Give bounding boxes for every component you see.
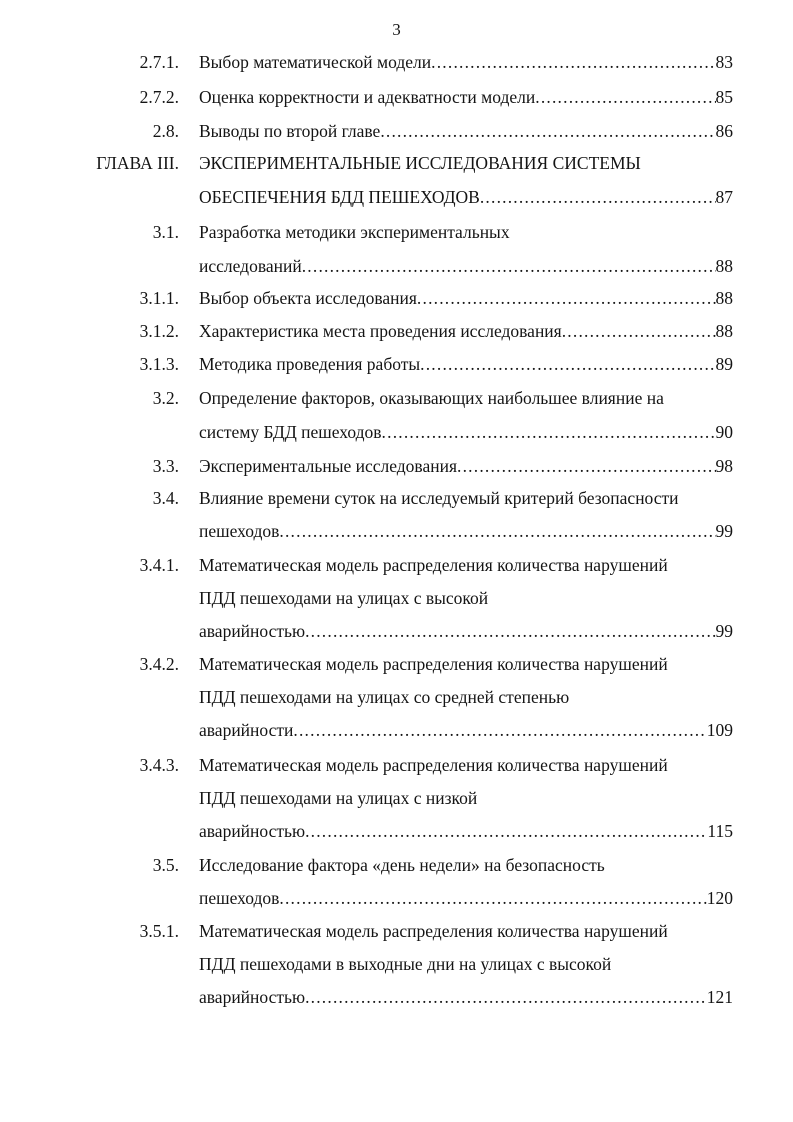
toc-entry-page: 88 xyxy=(715,321,733,341)
toc-entry-title-line xyxy=(199,256,733,277)
toc-entry-number: 3.3. xyxy=(152,456,179,476)
toc-entry-page: 85 xyxy=(715,87,733,107)
dot-leader xyxy=(302,256,716,277)
toc-entry-title: исследований xyxy=(199,256,302,276)
dot-leader xyxy=(380,121,715,142)
dot-leader xyxy=(279,888,706,909)
toc-entry-title: Определение факторов, оказывающих наибольшее влияние на xyxy=(199,388,664,408)
toc-entry-title: Выбор математической модели xyxy=(199,52,432,72)
toc-entry-title-line xyxy=(199,987,733,1008)
toc-entry-title-line xyxy=(199,720,733,741)
dot-leader xyxy=(279,521,715,542)
toc-entry-title: пешеходов xyxy=(199,521,280,541)
toc-entry-title: Математическая модель распределения количества нарушений xyxy=(199,555,668,575)
toc-entry-number: 3.2. xyxy=(152,388,179,408)
toc-entry-number: 3.5. xyxy=(152,855,179,875)
toc-entry-title: ОБЕСПЕЧЕНИЯ БДД ПЕШЕХОДОВ xyxy=(199,187,480,207)
toc-entry-title: аварийности xyxy=(199,720,294,740)
dot-leader xyxy=(417,288,716,309)
dot-leader xyxy=(562,321,716,342)
toc-entry-title: ПДД пешеходами на улицах с высокой xyxy=(199,588,489,608)
toc-entry-title-line xyxy=(199,821,733,842)
toc-entry-title: Экспериментальные исследования xyxy=(199,456,458,476)
dot-leader xyxy=(420,354,715,375)
toc-entry-title: Исследование фактора «день недели» на безопасность xyxy=(199,855,605,875)
toc-entry-number: 3.1. xyxy=(152,222,179,242)
toc-entry-page: 115 xyxy=(707,821,733,841)
toc-entry-page: 86 xyxy=(715,121,733,141)
toc-entry-title: Математическая модель распределения количества нарушений xyxy=(199,654,668,674)
toc-entry-title: ЭКСПЕРИМЕНТАЛЬНЫЕ ИССЛЕДОВАНИЯ СИСТЕМЫ xyxy=(199,153,641,173)
toc-entry-title-line xyxy=(199,521,733,542)
toc-entry-title: систему БДД пешеходов xyxy=(199,422,382,442)
toc-entry-title-line xyxy=(199,87,733,108)
toc-entry-title-line xyxy=(199,422,733,443)
toc-entry-title: пешеходов xyxy=(199,888,280,908)
toc-entry-title-line xyxy=(199,354,733,375)
page-number: 3 xyxy=(392,20,401,39)
dot-leader xyxy=(457,456,715,477)
dot-leader xyxy=(293,720,706,741)
toc-entry-title: Влияние времени суток на исследуемый критерий безопасности xyxy=(199,488,679,508)
toc-entry-number: 2.7.1. xyxy=(139,52,179,72)
toc-entry-title-line xyxy=(199,288,733,309)
toc-entry-number: ГЛАВА III. xyxy=(96,153,179,173)
toc-entry-page: 89 xyxy=(715,354,733,374)
dot-leader xyxy=(305,821,707,842)
toc-entry-title: Выводы по второй главе xyxy=(199,121,381,141)
dot-leader xyxy=(535,87,715,108)
toc-entry-page: 120 xyxy=(706,888,733,908)
toc-entry-number: 3.5.1. xyxy=(139,921,179,941)
toc-entry-title: Разработка методики экспериментальных xyxy=(199,222,510,242)
toc-entry-title-line xyxy=(199,888,733,909)
toc-entry-page: 88 xyxy=(715,256,733,276)
toc-entry-title-line xyxy=(199,52,733,73)
toc-entry-number: 3.4.2. xyxy=(139,654,179,674)
toc-entry-page: 83 xyxy=(715,52,733,72)
toc-entry-page: 98 xyxy=(715,456,733,476)
toc-entry-title-line xyxy=(199,621,733,642)
dot-leader xyxy=(305,621,715,642)
toc-entry-title-line xyxy=(199,187,733,208)
toc-entry-title: Оценка корректности и адекватности модели xyxy=(199,87,536,107)
toc-entry-title: ПДД пешеходами на улицах с низкой xyxy=(199,788,478,808)
toc-entry-number: 2.8. xyxy=(152,121,179,141)
dot-leader xyxy=(305,987,707,1008)
toc-entry-page: 99 xyxy=(715,521,733,541)
toc-entry-title-line xyxy=(199,456,733,477)
toc-entry-title: Математическая модель распределения количества нарушений xyxy=(199,755,668,775)
dot-leader xyxy=(382,422,716,443)
toc-entry-title: Характеристика места проведения исследования xyxy=(199,321,562,341)
toc-entry-title: аварийностью xyxy=(199,821,306,841)
toc-entry-page: 90 xyxy=(715,422,733,442)
toc-entry-title: ПДД пешеходами в выходные дни на улицах с высокой xyxy=(199,954,612,974)
toc-entry-number: 3.4.1. xyxy=(139,555,179,575)
toc-entry-page: 109 xyxy=(706,720,733,740)
toc-entry-number: 3.1.3. xyxy=(139,354,179,374)
toc-entry-page: 87 xyxy=(715,187,733,207)
toc-entry-title: ПДД пешеходами на улицах со средней степенью xyxy=(199,687,570,707)
toc-entry-title: Математическая модель распределения количества нарушений xyxy=(199,921,668,941)
toc-entry-number: 3.1.2. xyxy=(139,321,179,341)
toc-entry-page: 99 xyxy=(715,621,733,641)
toc-entry-page: 121 xyxy=(706,987,733,1007)
toc-entry-title: Выбор объекта исследования xyxy=(199,288,417,308)
toc-entry-number: 3.4.3. xyxy=(139,755,179,775)
toc-entry-number: 3.4. xyxy=(152,488,179,508)
toc-entry-title: аварийностью xyxy=(199,987,306,1007)
toc-entry-title: Методика проведения работы xyxy=(199,354,421,374)
toc-entry-title-line xyxy=(199,321,733,342)
toc-entry-page: 88 xyxy=(715,288,733,308)
toc-entry-title: аварийностью xyxy=(199,621,306,641)
toc-entry-number: 3.1.1. xyxy=(139,288,179,308)
toc-entry-number: 2.7.2. xyxy=(139,87,179,107)
dot-leader xyxy=(431,52,715,73)
toc-entry-title-line xyxy=(199,121,733,142)
dot-leader xyxy=(480,187,716,208)
